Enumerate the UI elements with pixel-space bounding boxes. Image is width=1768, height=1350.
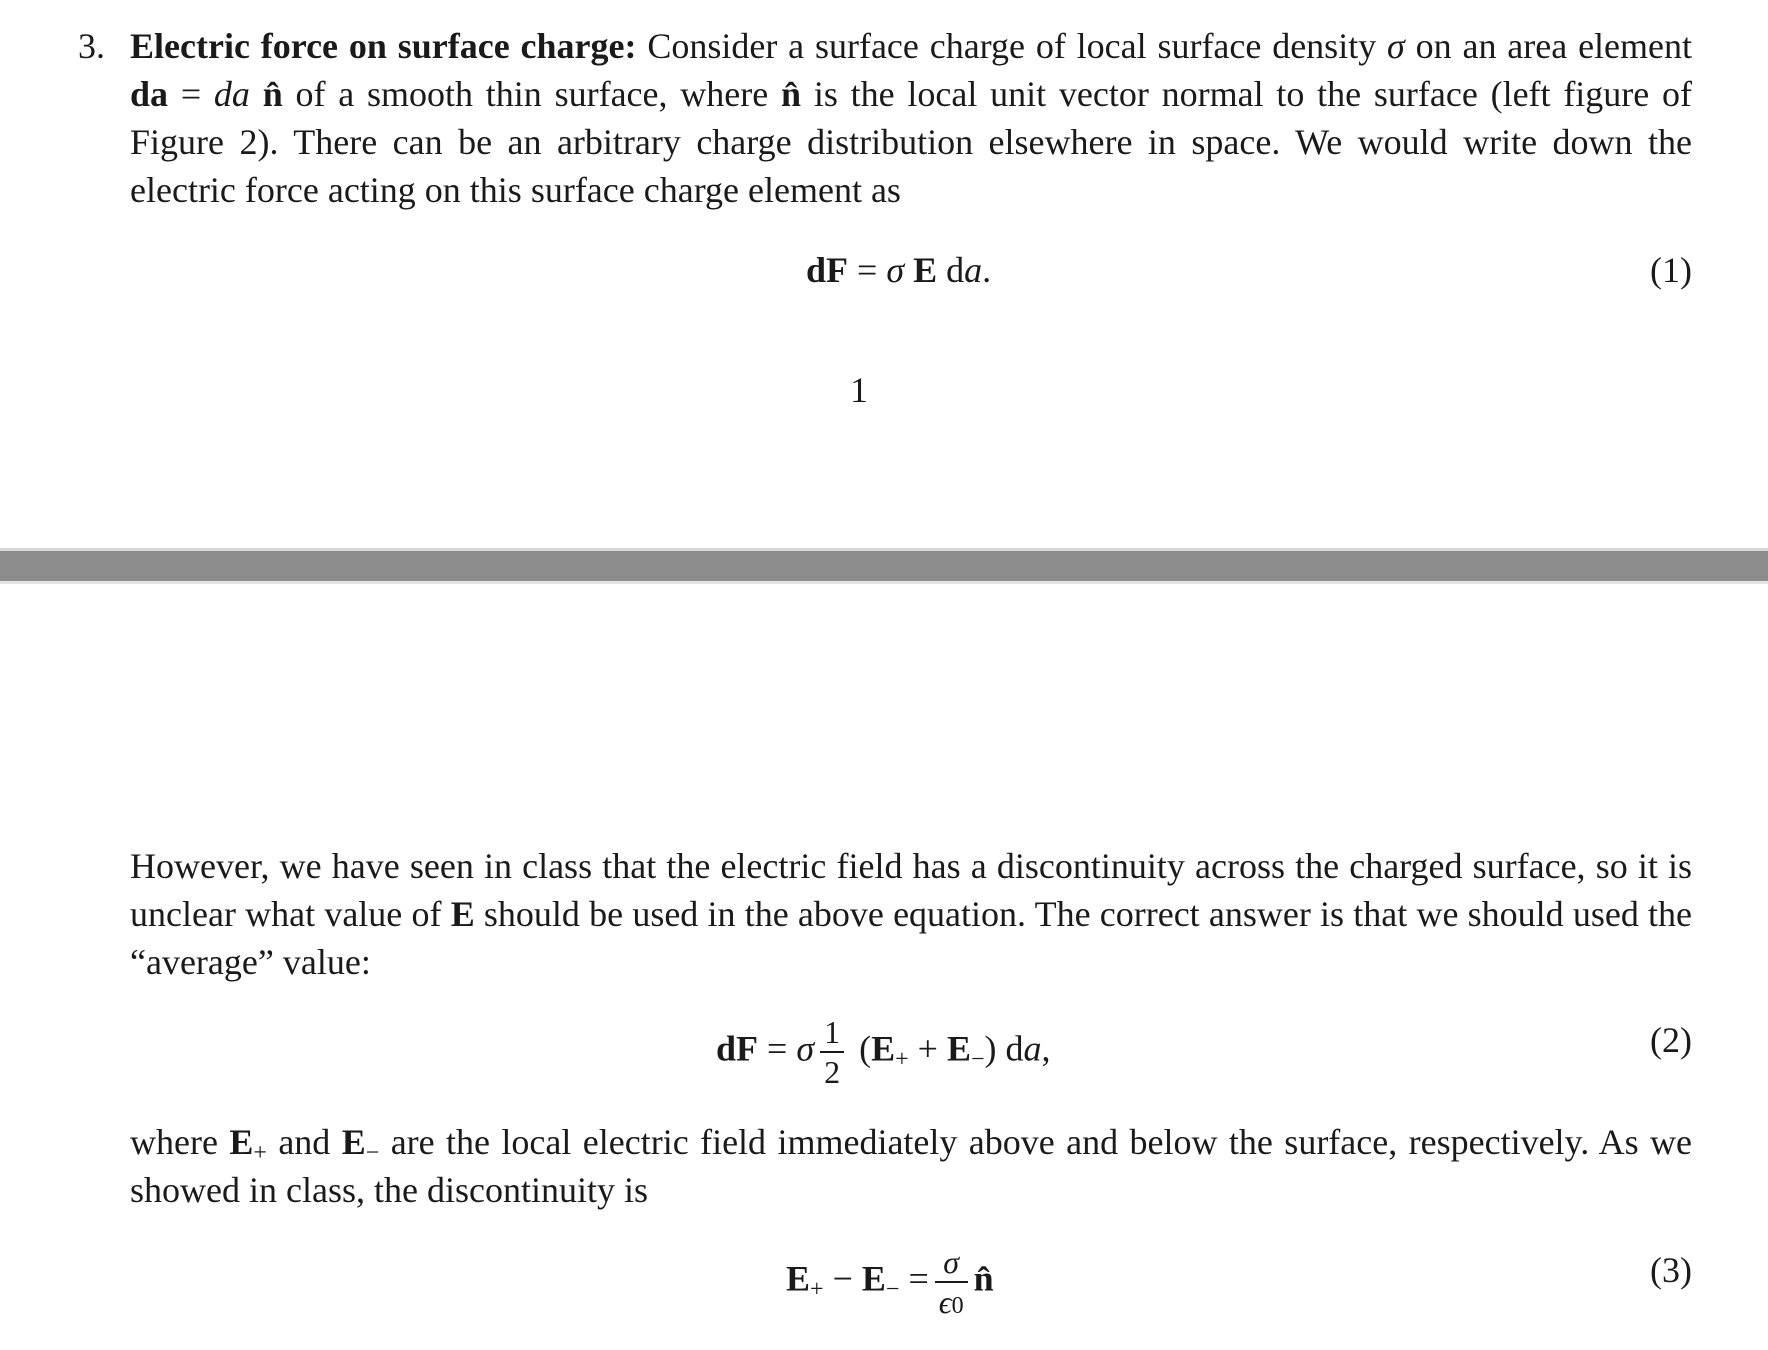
- equation-number-3: (3): [1650, 1250, 1692, 1290]
- eq-plus: +: [917, 1028, 938, 1069]
- symbol-E: E: [450, 894, 475, 934]
- eq-a: a: [1023, 1028, 1042, 1069]
- text: should be used in the above equation. The correct answer is that we should used the “average” value:: [130, 894, 1693, 982]
- eq-sigma: σ: [796, 1028, 815, 1069]
- sub-zero: 0: [951, 1293, 964, 1319]
- sub-minus: −: [970, 1046, 985, 1073]
- text: Consider a surface charge of local surface density: [647, 26, 1377, 66]
- eq-E-minus: E: [946, 1028, 971, 1069]
- page-number: 1: [850, 370, 868, 410]
- eq-lhs: dF: [806, 250, 849, 290]
- eq-paren: (: [859, 1028, 872, 1069]
- page-bottom: [0, 584, 1768, 1350]
- paragraph-intro: [78, 22, 1693, 214]
- frac-numerator: σ: [935, 1246, 968, 1283]
- page-top: [0, 0, 1768, 548]
- item-number: 3.: [78, 26, 105, 66]
- page-gap: [0, 548, 1768, 584]
- epsilon: ϵ: [938, 1284, 952, 1320]
- eq-end: .: [982, 250, 992, 290]
- symbol-nhat: n̂: [262, 74, 283, 114]
- eq-fraction: [935, 1246, 968, 1318]
- equation-2: [716, 1016, 1051, 1088]
- frac-denominator: [935, 1283, 968, 1318]
- symbol-nhat: n̂: [781, 74, 802, 114]
- symbol-E-plus: E: [229, 1122, 254, 1162]
- text: where: [130, 1122, 218, 1162]
- eq-sign: =: [908, 1258, 929, 1299]
- equation-1: [806, 246, 991, 294]
- eq-minus: −: [832, 1258, 853, 1299]
- eq-paren: ): [984, 1028, 997, 1069]
- eq-d: d: [946, 250, 965, 290]
- eq-a: a: [964, 250, 983, 290]
- sub-plus: +: [253, 1140, 267, 1166]
- eq-E-plus: E: [786, 1258, 811, 1299]
- text: =: [180, 74, 202, 114]
- text: of a smooth thin surface, where: [295, 74, 769, 114]
- eq-sign: =: [857, 250, 878, 290]
- text: on an area element: [1415, 26, 1693, 66]
- eq-sign: =: [767, 1028, 788, 1069]
- eq-d: d: [1005, 1028, 1024, 1069]
- equation-3: [786, 1246, 994, 1318]
- eq-E: E: [913, 250, 938, 290]
- eq-nhat: n̂: [973, 1258, 994, 1299]
- paragraph-discontinuity: [130, 842, 1692, 986]
- equation-number-2: (2): [1650, 1020, 1692, 1060]
- sub-plus: +: [810, 1276, 824, 1303]
- text: However, we have seen in class that the electric field has a discontinuity across the charged surface, so it is unclear what value of: [130, 846, 1692, 934]
- equation-number-1: (1): [1650, 250, 1692, 290]
- paragraph-where: [130, 1118, 1692, 1214]
- eq-fraction: [820, 1016, 844, 1088]
- eq-E-plus: E: [871, 1028, 896, 1069]
- item-title: Electric force on surface charge:: [130, 26, 637, 66]
- symbol-E-minus: E: [341, 1122, 366, 1162]
- symbol-sigma: σ: [1387, 26, 1405, 66]
- eq-end: ,: [1041, 1028, 1051, 1069]
- text: and: [278, 1122, 331, 1162]
- sub-plus: +: [895, 1046, 909, 1073]
- frac-denominator: 2: [824, 1054, 841, 1090]
- text: are the local electric field immediately above and below the surface, respectively. As we showed in class, the discontinuity is: [130, 1122, 1693, 1210]
- eq-E-minus: E: [861, 1258, 886, 1299]
- frac-numerator: 1: [820, 1016, 844, 1053]
- eq-sigma: σ: [886, 250, 905, 290]
- eq-lhs: dF: [716, 1028, 759, 1069]
- symbol-da-vector: da: [130, 74, 169, 114]
- symbol-da: da: [213, 74, 250, 114]
- sub-minus: −: [365, 1140, 380, 1166]
- sub-minus: −: [885, 1276, 900, 1303]
- text: is the local unit vector normal to the surface (left figure of Figure 2). There can be an arbitrary charge distribution elsewhere in space. We would write down the electric force acting on this surface charge element as: [130, 74, 1693, 210]
